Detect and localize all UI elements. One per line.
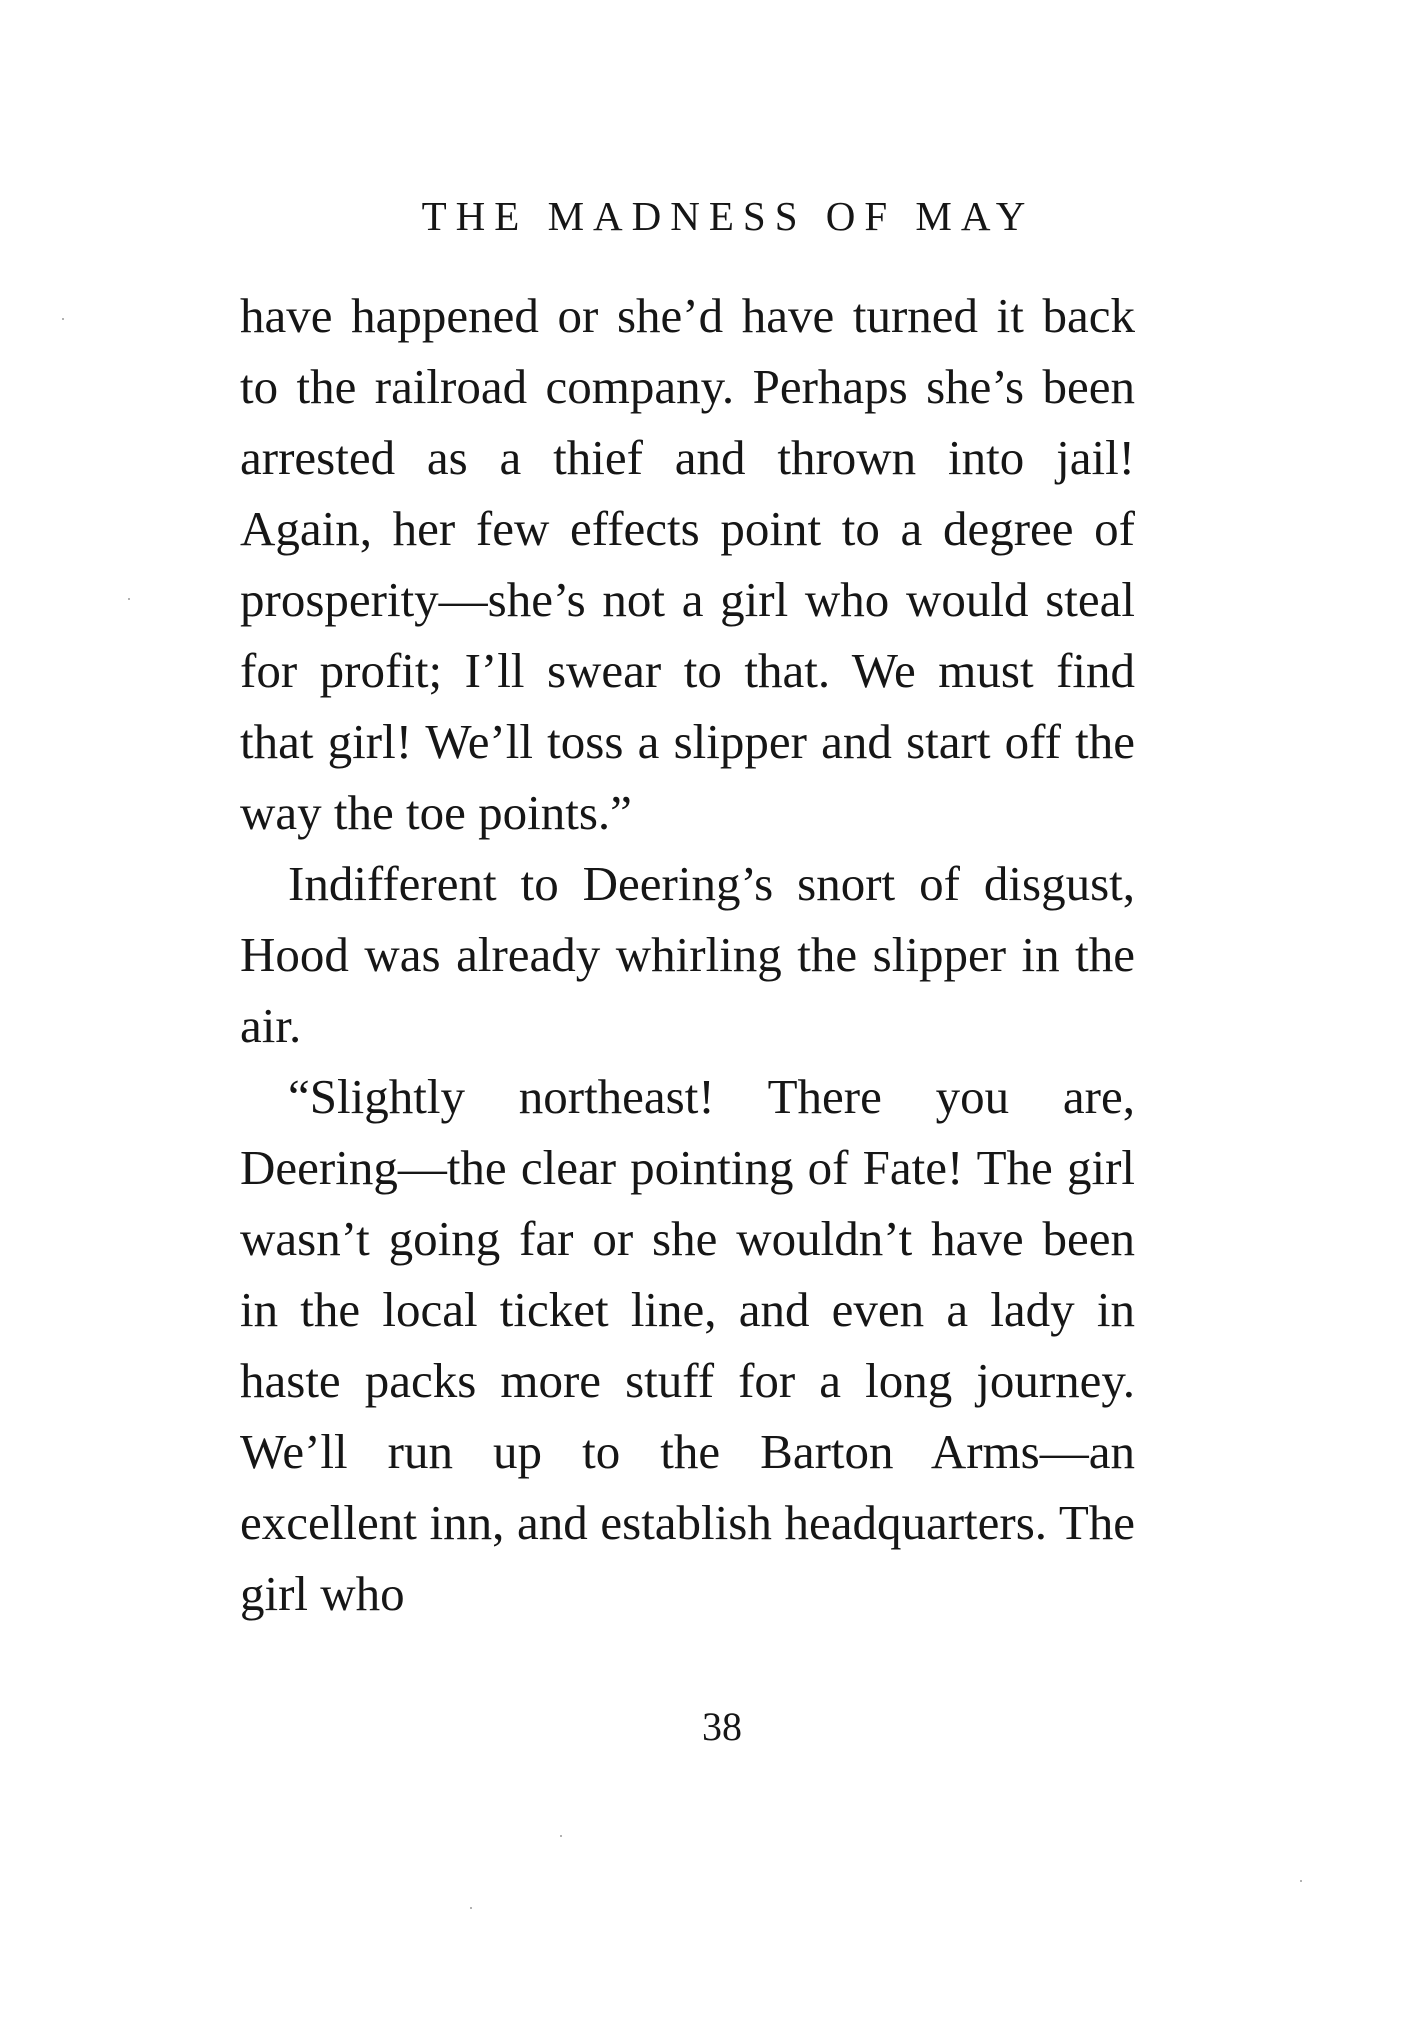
paragraph: Indifferent to Deering’s snort of disgust, Hood was already whirling the slipper in the air. — [240, 856, 1135, 1053]
scan-speck — [1300, 1880, 1302, 1882]
scan-speck — [62, 318, 64, 320]
page-number: 38 — [702, 1704, 742, 1749]
scan-speck — [560, 1835, 562, 1837]
running-head: THE MADNESS OF MAY — [421, 193, 1035, 239]
paragraph-continued: have happened or she’d have turned it back to the railroad company. Perhaps she’s been arrested as a thief and thrown into jail! Again, her few effects point to a degree of prosperity—she’s not a girl who would steal for profit; I’ll swear to that. We must find that girl! We’ll toss a slipper and start off the way the toe points.” — [240, 288, 1135, 840]
body-text — [240, 280, 1135, 1629]
scan-speck — [128, 598, 130, 600]
scan-speck — [470, 1907, 472, 1909]
paragraph: “Slightly northeast! There you are, Deering—the clear pointing of Fate! The girl wasn’t going far or she wouldn’t have been in the local ticket line, and even a lady in haste packs more stuff for a long journey. We’ll run up to the Barton Arms—an excellent inn, and establish headquarters. The girl who — [240, 1069, 1135, 1621]
